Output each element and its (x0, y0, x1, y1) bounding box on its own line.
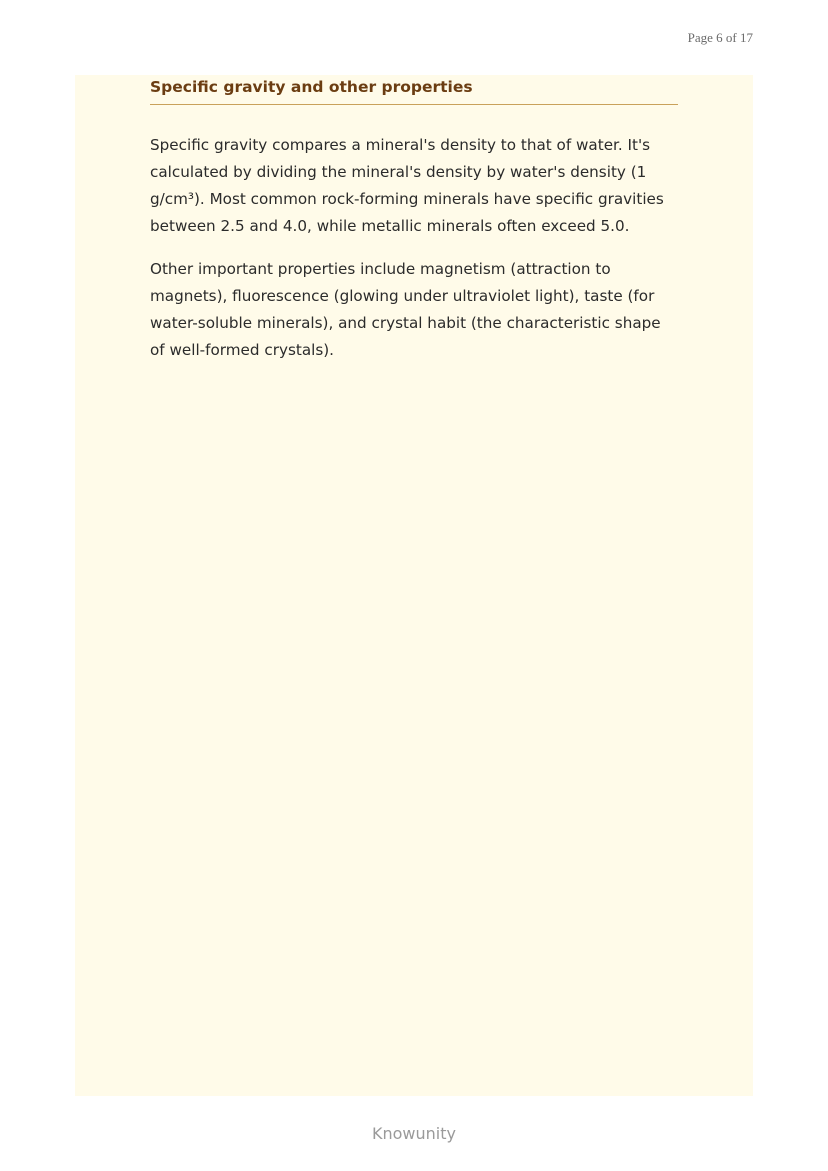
section-title: Specific gravity and other properties (150, 75, 678, 105)
page-number: Page 6 of 17 (687, 30, 753, 45)
paragraph-other-properties: Other important properties include magnetism (attraction to magnets), fluorescence (glowing under ultraviolet light), taste (for water-soluble minerals), and crystal habit (the characteristic shape of well-formed crystals). (150, 260, 661, 359)
page-content (150, 75, 678, 364)
footer-brand: Knowunity (372, 1124, 456, 1143)
document-page (75, 75, 753, 1096)
paragraph-specific-gravity: Specific gravity compares a mineral's density to that of water. It's calculated by dividing the mineral's density by water's density (1 g/cm³). Most common rock-forming minerals have specific gravities between 2.5 and 4.0, while metallic minerals often exceed 5.0. (150, 136, 664, 235)
